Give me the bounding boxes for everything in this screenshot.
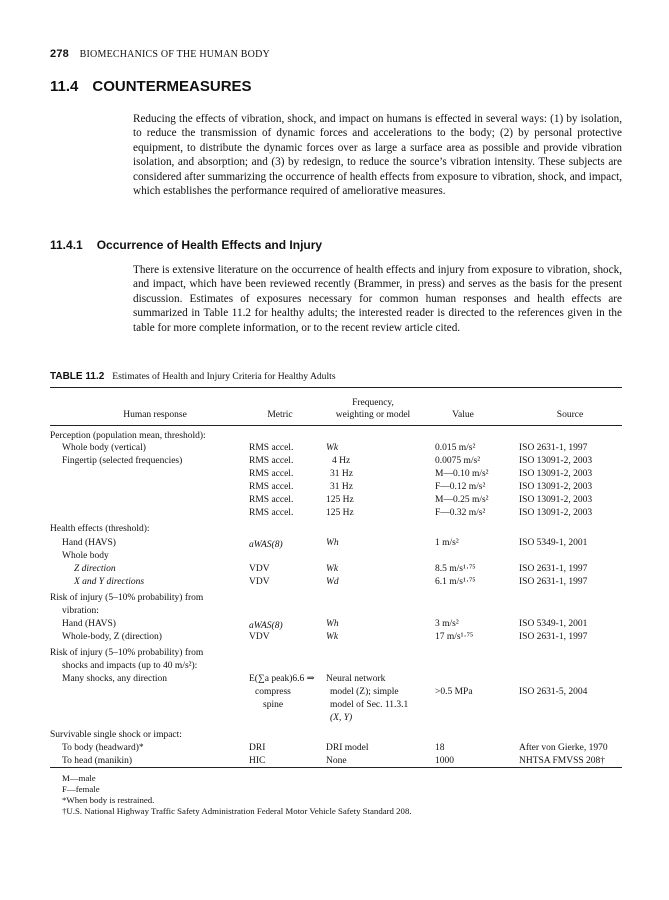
row-weighting: None: [326, 756, 347, 766]
group-risk-vibration-line2: vibration:: [62, 606, 99, 616]
footnote-nhtsa: †U.S. National Highway Traffic Safety Administration Federal Motor Vehicle Safety Standard 208.: [62, 806, 412, 816]
row-weighting: Wh: [326, 538, 339, 548]
row-metric: VDV: [249, 564, 270, 574]
row-value: 1 m/s²: [435, 538, 459, 548]
row-response: Whole body (vertical): [62, 443, 146, 453]
row-weighting: (X, Y): [330, 713, 353, 723]
row-metric: E(∑a peak)6.6 ⇒: [249, 674, 315, 684]
row-source: ISO 2631-1, 1997: [519, 577, 588, 587]
row-metric: HIC: [249, 756, 266, 766]
row-weighting: 125 Hz: [326, 495, 354, 505]
row-response: Whole body: [62, 551, 109, 561]
row-source: ISO 2631-5, 2004: [519, 687, 588, 697]
subsection-title: Occurrence of Health Effects and Injury: [96, 238, 323, 252]
row-value: 17 m/s¹·⁷⁵: [435, 632, 474, 642]
row-value: 3 m/s²: [435, 619, 459, 629]
row-weighting: 125 Hz: [326, 508, 354, 518]
row-response: To body (headward)*: [62, 743, 144, 753]
row-source: ISO 13091-2, 2003: [519, 456, 593, 466]
row-response: Whole-body, Z (direction): [62, 632, 162, 642]
row-response: Z direction: [74, 564, 116, 574]
subsection-body-paragraph: There is extensive literature on the occurrence of health effects and injury from exposure to vibration, shock, and impact, which have been reviewed recently (Brammer, in press) and serves as the basis for the present discussion. Estimates of exposures necessary for common human responses and health effects are summarized in Table 11.2 for healthy adults; the interested reader is directed to the references given in the table for more complete information, or to the recent review article cited.: [133, 264, 622, 334]
row-metric: spine: [263, 700, 284, 710]
row-metric: RMS accel.: [249, 456, 294, 466]
row-value: F—0.32 m/s²: [435, 508, 486, 518]
row-source: ISO 5349-1, 2001: [519, 538, 588, 548]
col-header-source: Source: [556, 410, 584, 420]
row-value: 1000: [435, 756, 454, 766]
row-value: M—0.25 m/s²: [435, 495, 489, 505]
row-value: 18: [435, 743, 445, 753]
row-metric: DRI: [249, 743, 266, 753]
row-source: ISO 2631-1, 1997: [519, 443, 588, 453]
group-risk-shock-line2: shocks and impacts (up to 40 m/s²):: [62, 661, 198, 671]
col-header-value: Value: [452, 410, 474, 420]
row-weighting: Neural network: [326, 674, 386, 684]
row-metric: RMS accel.: [249, 469, 294, 479]
row-value: F—0.12 m/s²: [435, 482, 486, 492]
row-weighting: Wk: [326, 632, 339, 642]
footnote-female: F—female: [62, 784, 100, 794]
row-source: ISO 13091-2, 2003: [519, 469, 593, 479]
row-source: ISO 2631-1, 1997: [519, 564, 588, 574]
page-number: 278: [50, 48, 69, 60]
row-weighting: Wk: [326, 564, 339, 574]
row-weighting: model (Z); simple: [330, 687, 399, 697]
table-label: TABLE 11.2: [50, 371, 105, 382]
row-weighting: Wk: [326, 443, 339, 453]
row-weighting: DRI model: [326, 743, 369, 753]
row-metric: aWAS(8): [249, 621, 283, 631]
row-value: 8.5 m/s¹·⁷⁵: [435, 564, 476, 574]
group-risk-shock-line1: Risk of injury (5–10% probability) from: [50, 648, 204, 658]
row-metric: RMS accel.: [249, 443, 294, 453]
row-metric: RMS accel.: [249, 482, 294, 492]
row-metric: compress: [255, 687, 291, 697]
row-metric: VDV: [249, 632, 270, 642]
col-header-weighting-line1: Frequency,: [352, 398, 394, 408]
col-header-metric: Metric: [267, 410, 293, 420]
row-source: ISO 2631-1, 1997: [519, 632, 588, 642]
group-survivable: Survivable single shock or impact:: [50, 730, 182, 740]
row-response: X and Y directions: [74, 577, 145, 587]
row-value: >0.5 MPa: [435, 687, 473, 697]
row-response: Many shocks, any direction: [62, 674, 168, 684]
row-source: After von Gierke, 1970: [519, 743, 608, 753]
row-response: Hand (HAVS): [62, 538, 116, 548]
footnote-male: M—male: [62, 773, 96, 783]
col-header-weighting-line2: weighting or model: [335, 410, 411, 420]
section-intro-paragraph: Reducing the effects of vibration, shock, and impact on humans is effected in several ways: (1) by isolation, to reduce the transmission of dynamic forces and accelerations to the body; (2) by personal protective equipment, to distribute the dynamic forces over as large a surface area as possible and provide vibration isolation, and absorption; and (3) by redesign, to reduce the source’s vibration intensity. These subjects are considered after summarizing the occurrence of health effects from exposure to vibration, shock, and impact, which establishes the performance required of ameliorative measures.: [133, 113, 622, 198]
row-source: ISO 13091-2, 2003: [519, 495, 593, 505]
row-weighting: 31 Hz: [330, 469, 353, 479]
row-metric: RMS accel.: [249, 508, 294, 518]
group-perception: Perception (population mean, threshold):: [50, 431, 206, 441]
section-number: 11.4: [50, 78, 79, 95]
row-metric: RMS accel.: [249, 495, 294, 505]
row-source: ISO 13091-2, 2003: [519, 508, 593, 518]
section-title: COUNTERMEASURES: [92, 78, 252, 95]
row-value: 0.0075 m/s²: [435, 456, 481, 466]
row-weighting: model of Sec. 11.3.1: [330, 700, 409, 710]
row-value: 0.015 m/s²: [435, 443, 476, 453]
row-source: ISO 13091-2, 2003: [519, 482, 593, 492]
row-response: Fingertip (selected frequencies): [62, 456, 183, 466]
row-weighting: Wd: [326, 577, 339, 587]
row-response: To head (manikin): [62, 756, 133, 766]
row-metric: aWAS(8): [249, 540, 283, 550]
running-title: BIOMECHANICS OF THE HUMAN BODY: [79, 49, 270, 60]
row-metric: VDV: [249, 577, 270, 587]
row-weighting: 4 Hz: [332, 456, 351, 466]
table-caption-text: Estimates of Health and Injury Criteria for Healthy Adults: [112, 371, 336, 382]
row-source: ISO 5349-1, 2001: [519, 619, 588, 629]
footnote-restrained: *When body is restrained.: [62, 795, 155, 805]
col-header-response: Human response: [123, 410, 187, 420]
row-source: NHTSA FMVSS 208†: [519, 756, 606, 766]
row-weighting: 31 Hz: [330, 482, 353, 492]
group-health-effects: Health effects (threshold):: [50, 524, 150, 534]
health-criteria-table: [50, 0, 622, 900]
row-response: Hand (HAVS): [62, 619, 116, 629]
row-weighting: Wh: [326, 619, 339, 629]
subsection-number: 11.4.1: [50, 238, 83, 252]
row-value: 6.1 m/s¹·⁷⁵: [435, 577, 476, 587]
row-value: M—0.10 m/s²: [435, 469, 489, 479]
group-risk-vibration-line1: Risk of injury (5–10% probability) from: [50, 593, 204, 603]
